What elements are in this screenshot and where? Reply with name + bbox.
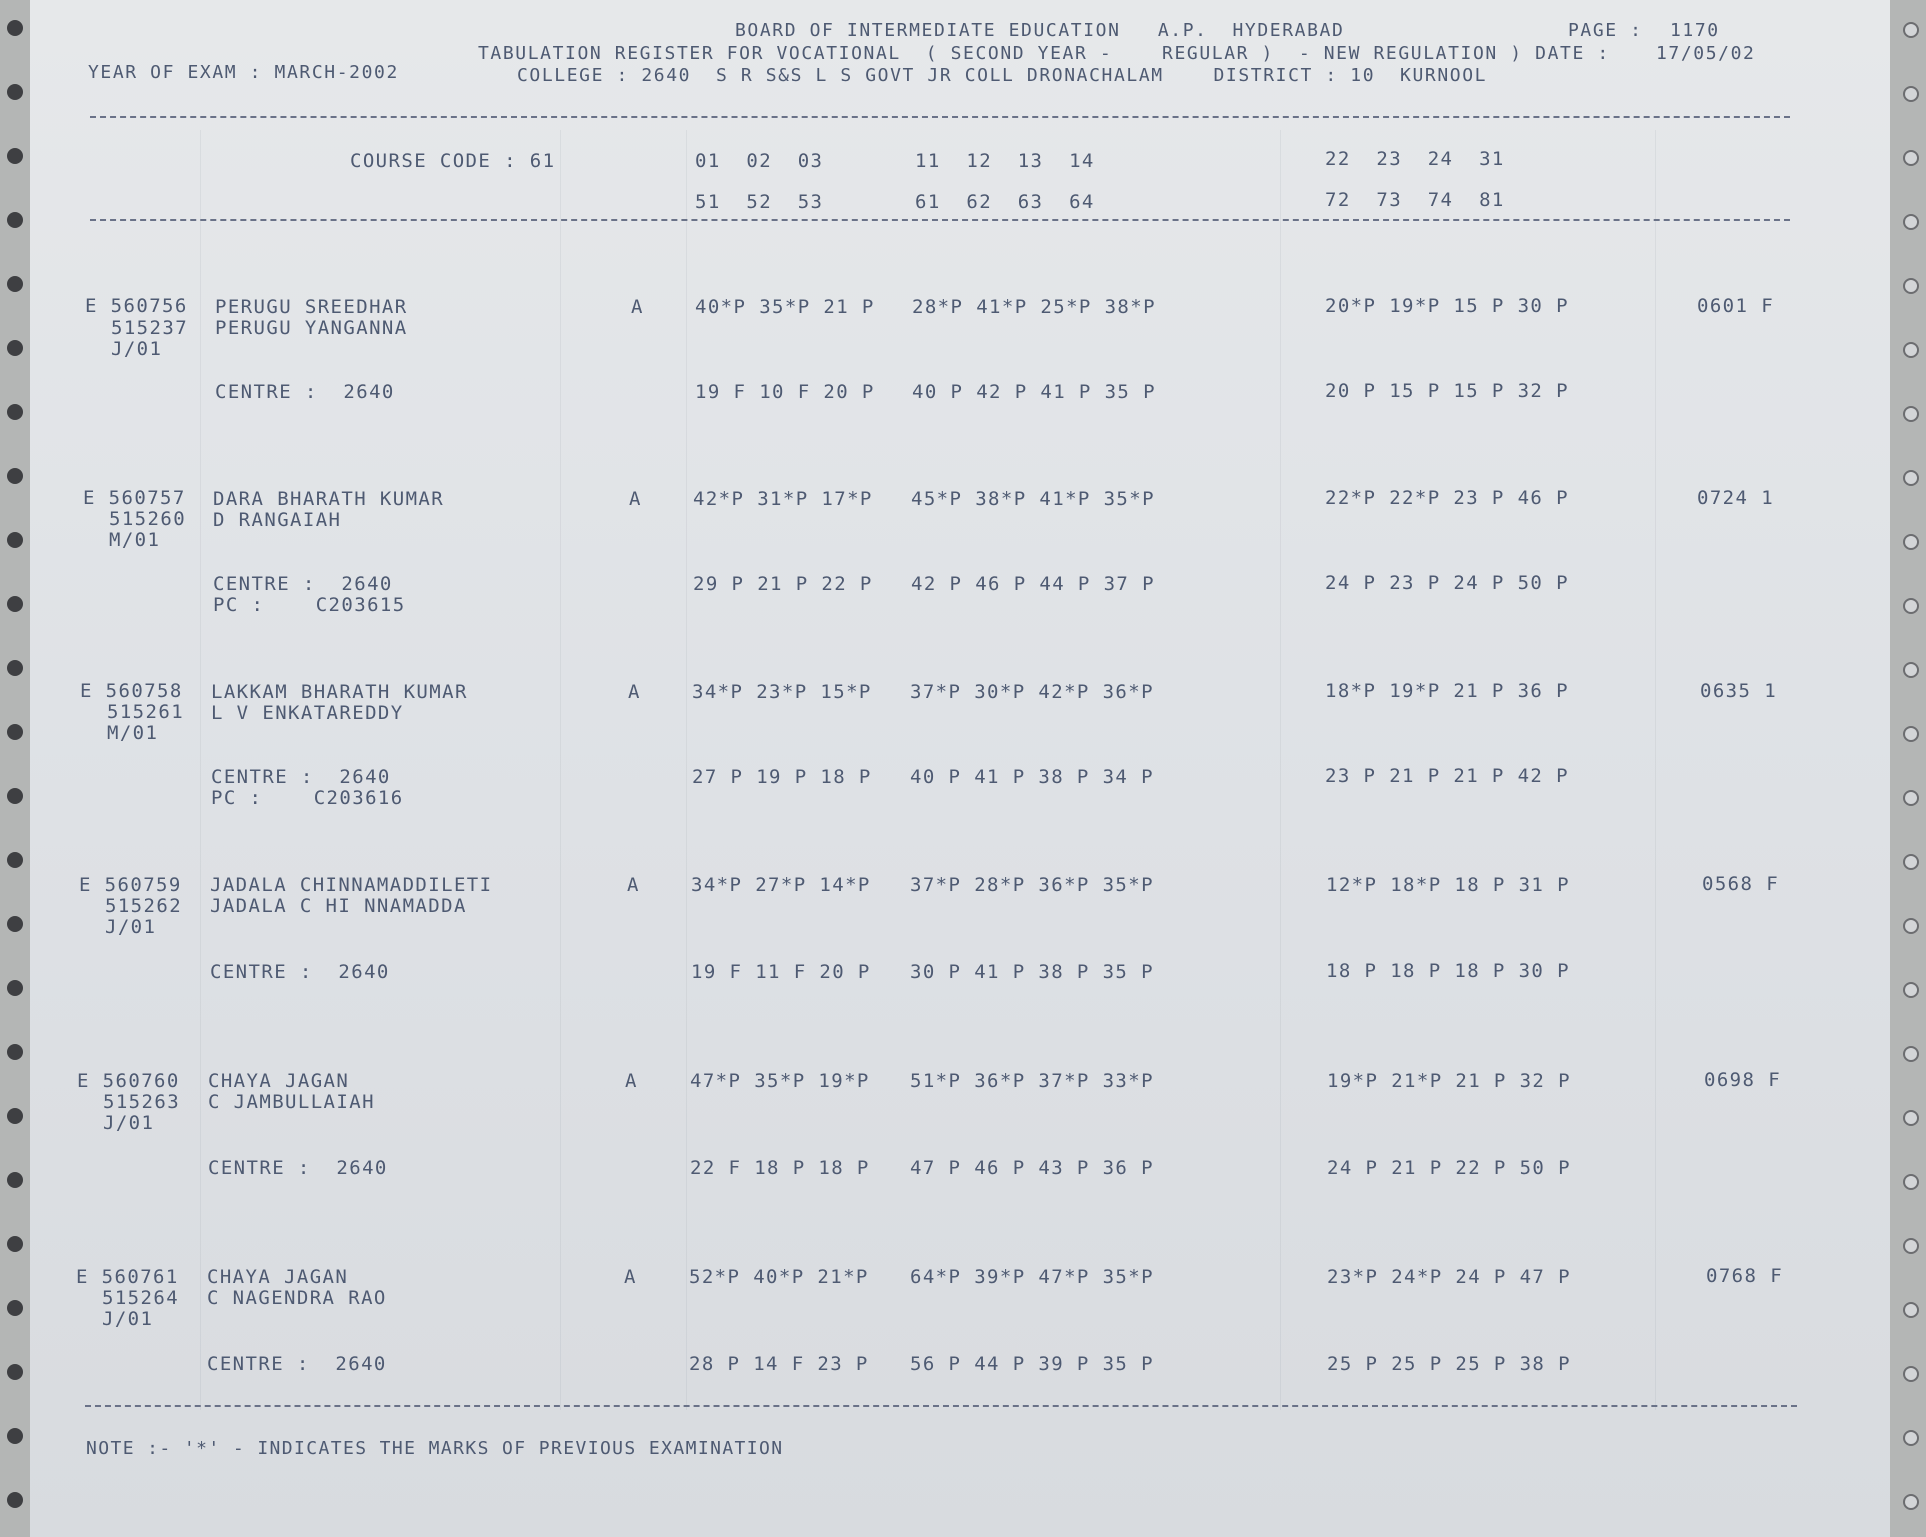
record-id: E 560758 (80, 680, 183, 702)
marks-previous-a: 47*P 35*P 19*P (690, 1070, 870, 1092)
student-name: CHAYA JAGAN (207, 1266, 349, 1288)
father-name: C NAGENDRA RAO (207, 1287, 387, 1309)
marks-previous-b: 37*P 28*P 36*P 35*P (910, 874, 1154, 896)
record-code: J/01 (103, 1112, 155, 1134)
college-line: COLLEGE : 2640 S R S&S L S GOVT JR COLL DRONACHALAM DISTRICT : 10 KURNOOL (517, 65, 1488, 86)
divider (85, 1405, 1797, 1407)
marks-current-a: 28 P 14 F 23 P (689, 1353, 869, 1375)
left-tractor-holes (0, 0, 30, 1537)
marks-previous-a: 40*P 35*P 21 P (695, 296, 875, 318)
record-code: J/01 (111, 338, 163, 360)
reg-number: 515260 (109, 508, 187, 530)
marks-current-b: 42 P 46 P 44 P 37 P (911, 573, 1155, 595)
marks-previous-c: 20*P 19*P 15 P 30 P (1325, 295, 1569, 317)
reg-number: 515264 (102, 1287, 180, 1309)
father-name: D RANGAIAH (213, 509, 342, 531)
total-result: 0698 F (1704, 1069, 1782, 1091)
marks-previous-c: 19*P 21*P 21 P 32 P (1327, 1070, 1571, 1092)
student-name: PERUGU SREEDHAR (215, 296, 408, 318)
marks-previous-b: 51*P 36*P 37*P 33*P (910, 1070, 1154, 1092)
page-label: PAGE : (1568, 20, 1643, 41)
marks-current-c: 24 P 21 P 22 P 50 P (1327, 1157, 1571, 1179)
centre: CENTRE : 2640 (211, 766, 391, 788)
total-result: 0601 F (1697, 295, 1775, 317)
marks-current-b: 56 P 44 P 39 P 35 P (910, 1353, 1154, 1375)
marks-current-a: 27 P 19 P 18 P (692, 766, 872, 788)
centre: CENTRE : 2640 (215, 381, 395, 403)
father-name: JADALA C HI NNAMADDA (210, 895, 467, 917)
year-of-exam: YEAR OF EXAM : MARCH-2002 (88, 62, 399, 83)
marks-current-b: 47 P 46 P 43 P 36 P (910, 1157, 1154, 1179)
centre: CENTRE : 2640 (210, 961, 390, 983)
marks-previous-b: 64*P 39*P 47*P 35*P (910, 1266, 1154, 1288)
record-code: M/01 (109, 529, 161, 551)
marks-previous-c: 23*P 24*P 24 P 47 P (1327, 1266, 1571, 1288)
marks-current-a: 19 F 10 F 20 P (695, 381, 875, 403)
student-name: CHAYA JAGAN (208, 1070, 350, 1092)
marks-previous-a: 34*P 23*P 15*P (692, 681, 872, 703)
marks-previous-c: 12*P 18*P 18 P 31 P (1326, 874, 1570, 896)
marks-current-c: 20 P 15 P 15 P 32 P (1325, 380, 1569, 402)
register-title: TABULATION REGISTER FOR VOCATIONAL ( SECOND YEAR - REGULAR ) - NEW REGULATION ) DATE : (478, 43, 1610, 64)
divider (90, 219, 1790, 221)
student-name: JADALA CHINNAMADDILETI (210, 874, 493, 896)
pc-number: PC : C203615 (213, 594, 406, 616)
marks-previous-a: 52*P 40*P 21*P (689, 1266, 869, 1288)
grade: A (624, 1266, 637, 1288)
record-id: E 560761 (76, 1266, 179, 1288)
grade: A (628, 681, 641, 703)
record-code: J/01 (102, 1308, 154, 1330)
centre: CENTRE : 2640 (213, 573, 393, 595)
footnote: NOTE :- '*' - INDICATES THE MARKS OF PREVIOUS EXAMINATION (86, 1438, 784, 1459)
total-result: 0724 1 (1697, 487, 1775, 509)
record-code: J/01 (105, 916, 157, 938)
pc-number: PC : C203616 (211, 787, 404, 809)
student-name: LAKKAM BHARATH KUMAR (211, 681, 468, 703)
course-code: COURSE CODE : 61 (350, 150, 556, 172)
record-id: E 560756 (85, 295, 188, 317)
right-tractor-holes (1896, 0, 1926, 1537)
father-name: PERUGU YANGANNA (215, 317, 408, 339)
centre: CENTRE : 2640 (208, 1157, 388, 1179)
marks-previous-c: 22*P 22*P 23 P 46 P (1325, 487, 1569, 509)
record-id: E 560760 (77, 1070, 180, 1092)
col-header-1c: 22 23 24 31 (1325, 148, 1505, 170)
marks-current-c: 25 P 25 P 25 P 38 P (1327, 1353, 1571, 1375)
total-result: 0768 F (1706, 1265, 1784, 1287)
record-code: M/01 (107, 722, 159, 744)
marks-current-b: 40 P 41 P 38 P 34 P (910, 766, 1154, 788)
col-header-2b: 61 62 63 64 (915, 191, 1095, 213)
reg-number: 515262 (105, 895, 183, 917)
page-number: 1170 (1670, 20, 1720, 41)
grade: A (631, 296, 644, 318)
col-header-2a: 51 52 53 (695, 191, 824, 213)
centre: CENTRE : 2640 (207, 1353, 387, 1375)
col-header-1b: 11 12 13 14 (915, 150, 1095, 172)
reg-number: 515263 (103, 1091, 181, 1113)
marks-current-b: 40 P 42 P 41 P 35 P (912, 381, 1156, 403)
reg-number: 515237 (111, 317, 189, 339)
divider (90, 116, 1790, 118)
marks-previous-b: 45*P 38*P 41*P 35*P (911, 488, 1155, 510)
record-id: E 560757 (83, 487, 186, 509)
record-id: E 560759 (79, 874, 182, 896)
marks-previous-b: 37*P 30*P 42*P 36*P (910, 681, 1154, 703)
col-header-1a: 01 02 03 (695, 150, 824, 172)
marks-current-c: 23 P 21 P 21 P 42 P (1325, 765, 1569, 787)
col-header-2c: 72 73 74 81 (1325, 189, 1505, 211)
student-name: DARA BHARATH KUMAR (213, 488, 445, 510)
reg-number: 515261 (107, 701, 185, 723)
marks-current-a: 29 P 21 P 22 P (693, 573, 873, 595)
marks-current-c: 24 P 23 P 24 P 50 P (1325, 572, 1569, 594)
marks-current-c: 18 P 18 P 18 P 30 P (1326, 960, 1570, 982)
grade: A (625, 1070, 638, 1092)
board-title: BOARD OF INTERMEDIATE EDUCATION A.P. HYDERABAD (735, 20, 1345, 41)
total-result: 0568 F (1702, 873, 1780, 895)
marks-current-a: 22 F 18 P 18 P (690, 1157, 870, 1179)
total-result: 0635 1 (1700, 680, 1778, 702)
father-name: L V ENKATAREDDY (211, 702, 404, 724)
marks-current-a: 19 F 11 F 20 P (691, 961, 871, 983)
grade: A (629, 488, 642, 510)
father-name: C JAMBULLAIAH (208, 1091, 375, 1113)
marks-previous-b: 28*P 41*P 25*P 38*P (912, 296, 1156, 318)
marks-previous-a: 42*P 31*P 17*P (693, 488, 873, 510)
marks-previous-a: 34*P 27*P 14*P (691, 874, 871, 896)
report-date: 17/05/02 (1656, 43, 1756, 64)
grade: A (627, 874, 640, 896)
marks-previous-c: 18*P 19*P 21 P 36 P (1325, 680, 1569, 702)
marks-current-b: 30 P 41 P 38 P 35 P (910, 961, 1154, 983)
